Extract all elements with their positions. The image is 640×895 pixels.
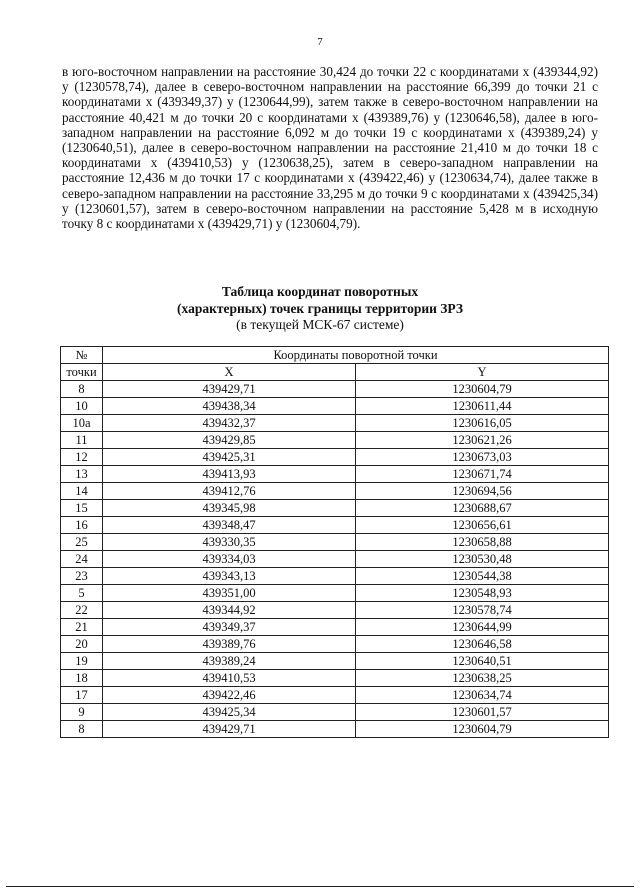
header-x: X (103, 364, 356, 381)
cell-y: 1230604,79 (356, 381, 609, 398)
cell-point-number: 13 (61, 466, 103, 483)
table-row (61, 619, 609, 636)
table-row (61, 670, 609, 687)
table-subtitle: (в текущей МСК-67 системе) (236, 317, 404, 332)
table-row (61, 483, 609, 500)
table-row (61, 449, 609, 466)
table-row (61, 466, 609, 483)
table-row (61, 721, 609, 738)
cell-point-number: 11 (61, 432, 103, 449)
cell-point-number: 23 (61, 568, 103, 585)
header-point-label: точки (61, 364, 103, 381)
cell-y: 1230671,74 (356, 466, 609, 483)
header-coordinates-group: Координаты поворотной точки (103, 347, 609, 364)
cell-x: 439389,24 (103, 653, 356, 670)
cell-x: 439412,76 (103, 483, 356, 500)
cell-y: 1230548,93 (356, 585, 609, 602)
cell-x: 439413,93 (103, 466, 356, 483)
cell-point-number: 18 (61, 670, 103, 687)
cell-point-number: 17 (61, 687, 103, 704)
header-point-number: № (61, 347, 103, 364)
table-row (61, 517, 609, 534)
cell-point-number: 16 (61, 517, 103, 534)
cell-x: 439432,37 (103, 415, 356, 432)
table-row (61, 653, 609, 670)
cell-y: 1230611,44 (356, 398, 609, 415)
cell-x: 439429,85 (103, 432, 356, 449)
cell-x: 439348,47 (103, 517, 356, 534)
cell-y: 1230530,48 (356, 551, 609, 568)
cell-y: 1230646,58 (356, 636, 609, 653)
table-row (61, 704, 609, 721)
cell-point-number: 10 (61, 398, 103, 415)
table-row (61, 687, 609, 704)
cell-x: 439330,35 (103, 534, 356, 551)
cell-y: 1230621,26 (356, 432, 609, 449)
cell-y: 1230616,05 (356, 415, 609, 432)
body-paragraph: в юго-восточном направлении на расстояние 30,424 до точки 22 с координатами х (439344,92) у (1230578,74), далее в северо-восточном направлении на расстояние 66,399 до точки 21 с координатами х (439349,37) у (1230644,99), затем также в северо-восточном направлении на расстояние 40,421 м до точки 20 с координатами х (439389,76) у (1230646,58), далее в юго-западном направлении на расстояние 6,092 м до точки 19 с координатами х (439389,24) у (1230640,51), далее в северо-восточном направлении на расстояние 21,410 м до точки 18 с координатами х (439410,53) у (1230638,25), затем в северо-западном направлении на расстояние 12,436 м до точки 17 с координатами х (439422,46) у (1230634,74), далее также в северо-западном направлении на расстояние 33,295 м до точки 9 с координатами х (439425,34) у (1230601,57), затем в северо-восточном направлении на расстояние 5,428 м в исходную точку 8 с координатами х (439429,71) у (1230604,79). (62, 64, 598, 232)
cell-x: 439345,98 (103, 500, 356, 517)
cell-y: 1230604,79 (356, 721, 609, 738)
cell-y: 1230644,99 (356, 619, 609, 636)
cell-point-number: 24 (61, 551, 103, 568)
table-row (61, 415, 609, 432)
table-row (61, 432, 609, 449)
cell-y: 1230688,67 (356, 500, 609, 517)
cell-x: 439438,34 (103, 398, 356, 415)
coordinates-table-body (61, 381, 609, 738)
cell-y: 1230634,74 (356, 687, 609, 704)
cell-x: 439422,46 (103, 687, 356, 704)
table-row (61, 602, 609, 619)
coordinates-table (60, 346, 609, 738)
table-title-block (0, 284, 640, 334)
table-row (61, 398, 609, 415)
cell-x: 439429,71 (103, 721, 356, 738)
cell-y: 1230694,56 (356, 483, 609, 500)
cell-point-number: 10а (61, 415, 103, 432)
table-subheader-row (61, 364, 609, 381)
table-row (61, 636, 609, 653)
cell-point-number: 14 (61, 483, 103, 500)
cell-point-number: 12 (61, 449, 103, 466)
cell-x: 439344,92 (103, 602, 356, 619)
cell-x: 439349,37 (103, 619, 356, 636)
cell-x: 439389,76 (103, 636, 356, 653)
table-row (61, 534, 609, 551)
cell-y: 1230658,88 (356, 534, 609, 551)
cell-point-number: 25 (61, 534, 103, 551)
cell-x: 439425,34 (103, 704, 356, 721)
cell-x: 439351,00 (103, 585, 356, 602)
cell-point-number: 5 (61, 585, 103, 602)
cell-y: 1230656,61 (356, 517, 609, 534)
table-title-line-1: Таблица координат поворотных (221, 284, 419, 299)
table-row (61, 500, 609, 517)
page-number: 7 (317, 36, 323, 48)
cell-x: 439334,03 (103, 551, 356, 568)
cell-point-number: 15 (61, 500, 103, 517)
cell-point-number: 9 (61, 704, 103, 721)
table-row (61, 568, 609, 585)
cell-y: 1230601,57 (356, 704, 609, 721)
cell-point-number: 21 (61, 619, 103, 636)
cell-point-number: 22 (61, 602, 103, 619)
cell-point-number: 20 (61, 636, 103, 653)
table-header-row (61, 347, 609, 364)
cell-point-number: 8 (61, 721, 103, 738)
cell-point-number: 19 (61, 653, 103, 670)
cell-y: 1230638,25 (356, 670, 609, 687)
cell-y: 1230544,38 (356, 568, 609, 585)
cell-y: 1230578,74 (356, 602, 609, 619)
cell-x: 439343,13 (103, 568, 356, 585)
table-row (61, 381, 609, 398)
bottom-divider (6, 886, 634, 887)
table-row (61, 585, 609, 602)
cell-x: 439429,71 (103, 381, 356, 398)
cell-y: 1230640,51 (356, 653, 609, 670)
header-y: Y (356, 364, 609, 381)
cell-y: 1230673,03 (356, 449, 609, 466)
cell-point-number: 8 (61, 381, 103, 398)
table-row (61, 551, 609, 568)
table-title-line-2: (характерных) точек границы территории ЗРЗ (177, 300, 463, 316)
cell-x: 439410,53 (103, 670, 356, 687)
cell-x: 439425,31 (103, 449, 356, 466)
